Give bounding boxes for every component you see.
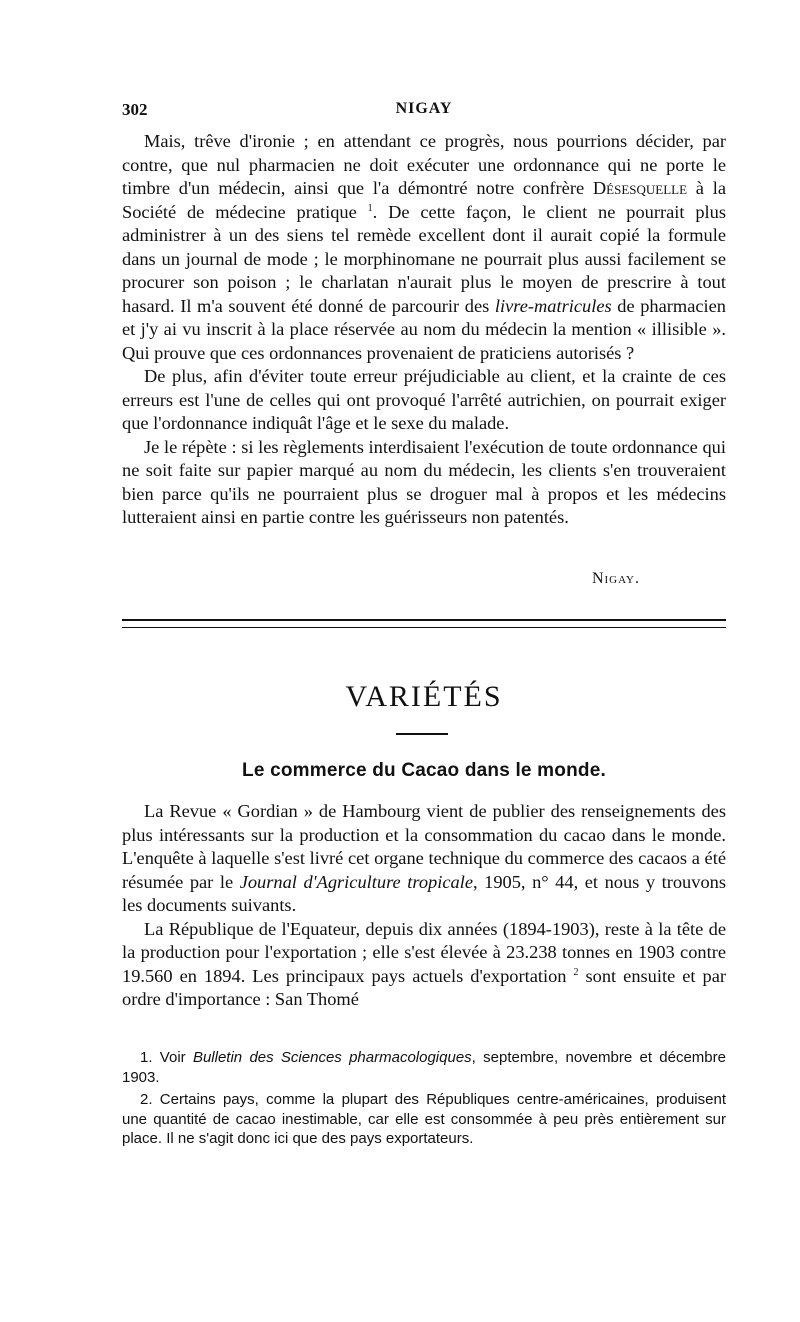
footnote-ref-1: 1 xyxy=(367,202,373,214)
footnote-1: 1. Voir Bulletin des Sciences pharmacologiques, septembre, novembre et décembre 1903. xyxy=(122,1049,726,1086)
italic-term: livre-matricules xyxy=(494,295,612,316)
signature: Nigay. xyxy=(591,570,640,587)
article-nigay-body xyxy=(122,130,726,530)
paragraph: Je le répète : si les règlements interdisaient l'exécution de toute ordonnance qui ne soit faite sur papier marqué au nom du médecin, les clients s'en trouveraient bien parce qu'ils ne pourraient plus se droguer mal à propos et les médecins lutteraient ainsi en partie contre les guérisseurs non patentés. xyxy=(122,436,726,527)
article-title: Le commerce du Cacao dans le monde. xyxy=(242,760,606,781)
paragraph: La République de l'Equateur, depuis dix années (1894-1903), reste à la tête de la production pour l'exportation ; elle s'est élevée à 23.238 tonnes en 1903 contre 19.560 en 1894. Les principaux pays actuels d'exportation $^2$ sont ensuite et par ordre d'importance : San Thomé xyxy=(122,918,726,1009)
bulletin-title: Bulletin des Sciences pharmacologiques xyxy=(192,1049,472,1066)
paragraph: La Revue « Gordian » de Hambourg vient de publier des renseignements des plus intéressants sur la production et la consommation du cacao dans le monde. L'enquête à laquelle s'est livré cet organe technique du commerce des cacaos a été résumée par le Journal d'Agriculture tropicale, 1905, n° 44, et nous y trouvons les documents suivants. xyxy=(122,801,726,915)
section-title: VARIÉTÉS xyxy=(345,680,503,713)
page-number: 302 xyxy=(122,100,148,119)
footnotes xyxy=(122,1048,726,1152)
paragraph: De plus, afin d'éviter toute erreur préjudiciable au client, et la crainte de ces erreurs est l'une de celles qui ont provoqué l'arrêté autrichien, on pourrait exiger que l'ordonnance indiquât l'âge et le sexe du malade. xyxy=(122,366,726,433)
title-rule xyxy=(396,733,448,735)
running-title: NIGAY xyxy=(395,100,453,117)
author-name-desesquelle: Désesquelle xyxy=(592,178,688,198)
footnote-2: 2. Certains pays, comme la plupart des Républiques centre-américaines, produisent une quantité de cacao inestimable, car elle est consommée à peu près entièrement sur place. Il ne s'agit donc ici que des pays exportateurs. xyxy=(122,1091,726,1147)
article-cacao-body xyxy=(122,800,726,1012)
footnote-ref-2: 2 xyxy=(573,966,579,978)
section-divider-top xyxy=(122,619,726,621)
paragraph: Mais, trêve d'ironie ; en attendant ce progrès, nous pourrions décider, par contre, que nul pharmacien ne doit exécuter une ordonnance qui ne porte le timbre d'un médecin, ainsi que l'a démontré notre confrère Désesquelle à la Société de médecine pratique $^1$. De cette façon, le client ne pourrait plus administrer à un des siens tel remède excellent dont il aurait copié la formule dans un journal de mode ; le morphinomane ne pourrait plus aussi facilement se procurer son poison ; le charlatan n'aurait plus le moyen de prescrire à tout hasard. Il m'a souvent été donné de parcourir des livre-matricules de pharmacien et j'y ai vu inscrit à la place réservée au nom du médecin la mention « illisible ». Qui prouve que ces ordonnances provenaient de praticiens autorisés ? xyxy=(122,131,726,363)
page-header xyxy=(122,100,726,122)
section-divider-bottom xyxy=(122,627,726,628)
journal-title: Journal d'Agriculture tropicale xyxy=(239,871,473,892)
